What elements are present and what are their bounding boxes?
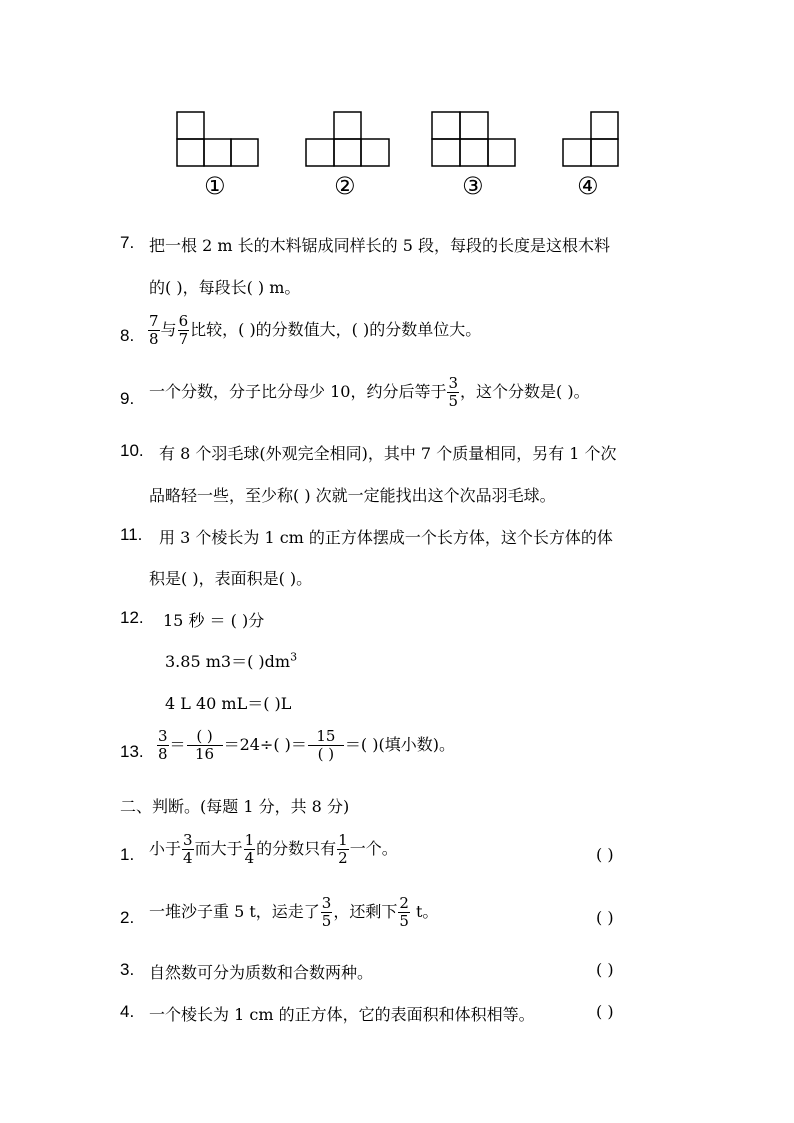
q9-fraction: $\frac{3}{5}$	[448, 374, 458, 410]
q13-eq1: ＝	[169, 735, 186, 754]
q10-line2: 品略轻一些，至少称( ) 次就一定能找出这个次品羽毛球。	[149, 486, 556, 505]
judge-1-fraction-a: $\frac{3}{4}$	[183, 831, 193, 867]
judge-2-answer-paren[interactable]: ( )	[596, 908, 614, 927]
q11-line2: 积是( )，表面积是( )。	[149, 569, 313, 588]
q13-fraction-c: $\frac{15}{( )}$	[308, 728, 344, 763]
q11-number: 11.	[120, 525, 143, 544]
figure-2	[305, 111, 391, 167]
q9-number: 9.	[120, 389, 135, 408]
q10-number: 10.	[120, 441, 144, 460]
judge-2-fraction-a: $\frac{3}{5}$	[321, 894, 332, 930]
judge-3-answer-paren[interactable]: ( )	[596, 960, 614, 979]
q13-body	[156, 728, 455, 763]
judge-3-text: 自然数可分为质数和合数两种。	[149, 963, 374, 982]
figure-4	[562, 111, 620, 167]
figure-3	[431, 111, 517, 167]
q8-number: 8.	[120, 326, 135, 345]
q12-line3: 4 L 40 mL＝( )L	[165, 694, 292, 713]
figure-1	[176, 111, 260, 167]
q7-number: 7.	[120, 233, 135, 252]
q7-line1: 把一根 2 m 长的木料锯成同样长的 5 段，每段的长度是这根木料	[149, 236, 610, 255]
q12-number: 12.	[120, 608, 144, 627]
section-2-title: 二、判断。(每题 1 分，共 8 分)	[120, 797, 350, 816]
q12-superscript: 3	[290, 650, 298, 664]
q8-body	[147, 313, 481, 348]
judge-4-text: 一个棱长为 1 cm 的正方体，它的表面积和体积相等。	[149, 1005, 535, 1024]
judge-2-body: 一堆沙子重 5 t，运走了 $\frac{3}{5}$ ，还剩下 $\frac{2}{5}$ t。	[149, 894, 439, 930]
judge-1-answer-paren[interactable]: ( )	[596, 845, 614, 864]
judge-2-fraction-b: $\frac{2}{5}$	[399, 894, 409, 930]
q12-line1: 15 秒 ＝ ( )分	[163, 611, 265, 630]
q10-line1: 有 8 个羽毛球(外观完全相同)，其中 7 个质量相同，另有 1 个次	[159, 444, 617, 463]
q8-fraction-a: $\frac{7}{8}$	[149, 312, 159, 348]
q7-line2: 的( )，每段长( ) m。	[149, 278, 301, 297]
q13-mid: ＝24÷( )＝	[223, 735, 307, 754]
q13-fraction-a: $\frac{3}{8}$	[158, 727, 168, 763]
q13-number: 13.	[120, 742, 144, 761]
q13-fraction-b: $\frac{( )}{16}$	[187, 728, 223, 763]
judge-1-fraction-b: $\frac{1}{4}$	[244, 831, 255, 867]
q8-fraction-b: $\frac{6}{7}$	[178, 312, 189, 348]
q9-body	[149, 375, 590, 410]
judge-2-number: 2.	[120, 908, 135, 927]
judge-3-number: 3.	[120, 960, 135, 979]
q13-tail: ＝( )(填小数)。	[344, 735, 455, 754]
figure-label-4: ④	[577, 172, 599, 200]
figure-label-2: ②	[334, 172, 356, 200]
q8-mid: 与	[160, 320, 177, 339]
judge-1-fraction-c: $\frac{1}{2}$	[338, 831, 348, 867]
judge-4-answer-paren[interactable]: ( )	[596, 1002, 614, 1021]
judge-4-number: 4.	[120, 1002, 135, 1021]
q11-line1: 用 3 个棱长为 1 cm 的正方体摆成一个长方体，这个长方体的体	[159, 528, 613, 547]
q9-post: ，这个分数是( )。	[460, 382, 590, 401]
judge-1-number: 1.	[120, 845, 135, 864]
q12-line2: 3.85 m3＝( )$dm^3$	[165, 650, 298, 671]
q9-pre: 一个分数，分子比分母少 10，约分后等于	[149, 382, 447, 401]
figure-label-3: ③	[462, 172, 484, 200]
judge-1-body: 小于 $\frac{3}{4}$ 而大于 $\frac{1}{4}$ 的分数只有 $\frac{1}{2}$ 一个。	[149, 831, 398, 867]
q8-rest: 比较，( )的分数值大，( )的分数单位大。	[190, 320, 482, 339]
figure-label-1: ①	[204, 172, 226, 200]
